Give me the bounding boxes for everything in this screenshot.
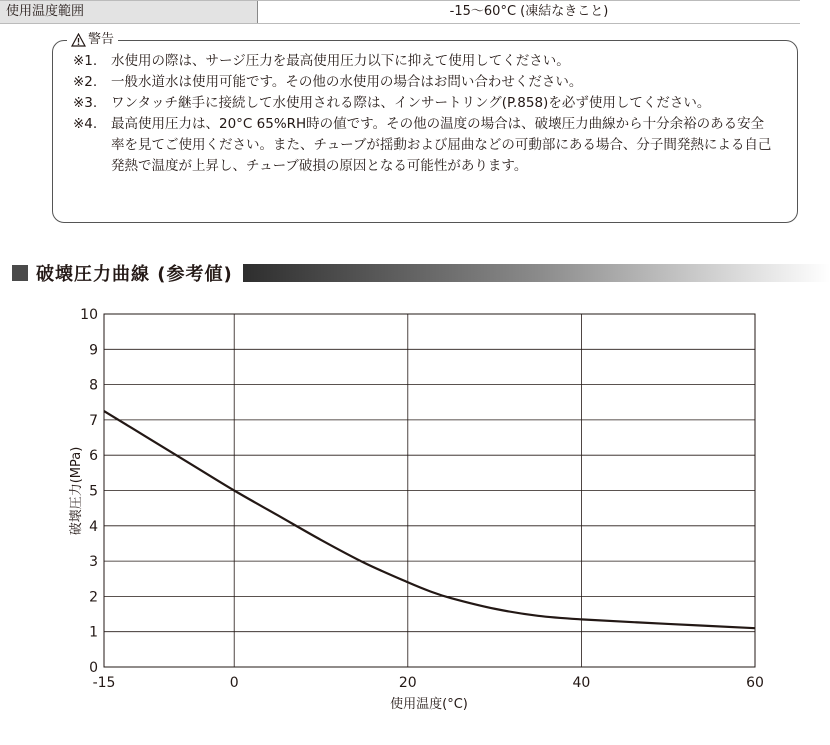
tick-layer <box>80 307 764 691</box>
warning-title <box>67 31 118 49</box>
y-tick-label: 8 <box>89 377 98 394</box>
warning-item <box>73 114 773 177</box>
spec-row <box>0 0 800 24</box>
spec-value: -15～60°C (凍結なきこと) <box>449 4 609 19</box>
warning-item-text: 水使用の際は、サージ圧力を最高使用圧力以下に抑えて使用してください。 <box>111 53 570 69</box>
warning-item-mark: ※2. <box>73 74 98 90</box>
warning-list <box>73 51 773 177</box>
x-tick-label: 40 <box>572 675 591 691</box>
warning-item-text: 一般水道水は使用可能です。その他の水使用の場合はお問い合わせください。 <box>111 74 583 90</box>
heading-square-icon <box>12 265 28 281</box>
section-title: 破壊圧力曲線 (参考値) <box>36 264 233 285</box>
y-tick-label: 6 <box>89 448 98 465</box>
warning-item-text: ワンタッチ継手に接続して水使用される際は、インサートリング(P.858)を必ず使用してください。 <box>111 95 711 111</box>
x-tick-label: 60 <box>746 675 764 691</box>
section-heading <box>12 262 830 284</box>
spec-label: 使用温度範囲 <box>0 1 258 23</box>
y-tick-label: 0 <box>89 660 98 676</box>
y-tick-label: 3 <box>89 554 98 571</box>
warning-box <box>52 32 798 223</box>
y-tick-label: 9 <box>89 342 98 359</box>
warning-icon <box>71 33 86 47</box>
x-tick-label: 20 <box>398 675 417 691</box>
x-tick-label: -15 <box>92 675 116 691</box>
warning-title-label: 警告 <box>88 32 115 47</box>
y-axis-label: 破壊圧力(MPa) <box>69 446 84 536</box>
y-tick-label: 4 <box>89 518 98 535</box>
y-tick-label: 10 <box>80 307 98 323</box>
warning-item <box>73 51 773 72</box>
y-tick-label: 5 <box>89 483 98 500</box>
warning-item-text: 最高使用圧力は、20°C 65%RH時の値です。その他の温度の場合は、破壊圧力曲線から十分余裕のある安全率を見てご使用ください。また、チューブが揺動および屈曲などの可動部にある場合、分子間発熱による自己発熱で温度が上昇し、チューブ破損の原因となる可能性があります。 <box>111 116 772 174</box>
warning-item <box>73 72 773 93</box>
x-axis-label: 使用温度(°C) <box>390 697 468 712</box>
heading-gradient-bar <box>243 264 830 282</box>
warning-item-mark: ※3. <box>73 95 98 111</box>
x-tick-label: 0 <box>229 675 239 691</box>
warning-item <box>73 93 773 114</box>
y-tick-label: 1 <box>89 624 98 641</box>
grid-layer <box>104 314 755 667</box>
burst-pressure-chart <box>0 300 830 720</box>
y-tick-label: 2 <box>89 589 98 606</box>
warning-item-mark: ※1. <box>73 53 98 69</box>
burst-pressure-curve <box>104 411 755 628</box>
warning-item-mark: ※4. <box>73 116 98 132</box>
y-tick-label: 7 <box>89 412 98 429</box>
